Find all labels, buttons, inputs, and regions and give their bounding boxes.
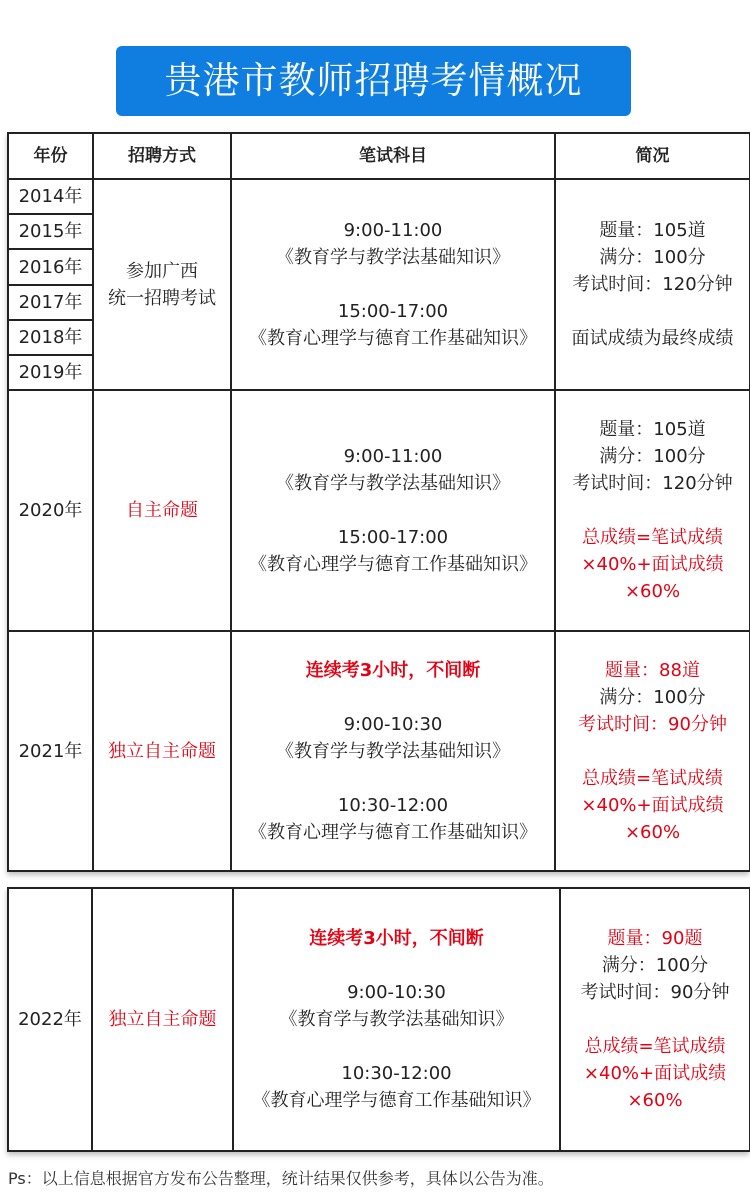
exam-table-2022: [7, 887, 749, 1152]
summary-cell: 题量：105道 满分：100分 考试时间：120分钟 总成绩=笔试成绩 ×40%+面试成绩 ×60%: [555, 390, 750, 631]
year-cell: 2017年: [8, 285, 93, 320]
year-cell: 2014年: [8, 179, 93, 214]
method-cell: 自主命题: [93, 390, 231, 631]
header-subjects: 笔试科目: [231, 133, 555, 179]
footnote: Ps：以上信息根据官方发布公告整理，统计结果仅供参考，具体以公告为准。: [8, 1169, 554, 1188]
summary-cell: 题量：105道 满分：100分 考试时间：120分钟 面试成绩为最终成绩: [555, 179, 750, 390]
header-summary: 简况: [555, 133, 750, 179]
method-cell: 独立自主命题: [93, 631, 231, 871]
subjects-cell: 连续考3小时，不间断 9:00-10:30 《教育学与教学法基础知识》 10:30-12:00 《教育心理学与德育工作基础知识》: [233, 888, 560, 1151]
year-cell: 2016年: [8, 249, 93, 284]
year-cell: 2022年: [8, 888, 92, 1151]
subjects-cell: 9:00-11:00 《教育学与教学法基础知识》 15:00-17:00 《教育心理学与德育工作基础知识》: [231, 179, 555, 390]
summary-cell: 题量：90题 满分：100分 考试时间：90分钟 总成绩=笔试成绩 ×40%+面试成绩 ×60%: [560, 888, 750, 1151]
year-cell: 2015年: [8, 214, 93, 249]
year-cell: 2019年: [8, 355, 93, 390]
year-cell: 2018年: [8, 320, 93, 355]
exam-table: [7, 132, 749, 872]
method-cell: 独立自主命题: [92, 888, 233, 1151]
page-title: 贵港市教师招聘考情概况: [116, 46, 631, 116]
year-cell: 2020年: [8, 390, 93, 631]
year-cell: 2021年: [8, 631, 93, 871]
header-method: 招聘方式: [93, 133, 231, 179]
subjects-cell: 9:00-11:00 《教育学与教学法基础知识》 15:00-17:00 《教育心理学与德育工作基础知识》: [231, 390, 555, 631]
summary-cell: 题量：88道 满分：100分 考试时间：90分钟 总成绩=笔试成绩 ×40%+面试成绩 ×60%: [555, 631, 750, 871]
header-year: 年份: [8, 133, 93, 179]
subjects-cell: 连续考3小时，不间断 9:00-10:30 《教育学与教学法基础知识》 10:30-12:00 《教育心理学与德育工作基础知识》: [231, 631, 555, 871]
method-cell: 参加广西 统一招聘考试: [93, 179, 231, 390]
